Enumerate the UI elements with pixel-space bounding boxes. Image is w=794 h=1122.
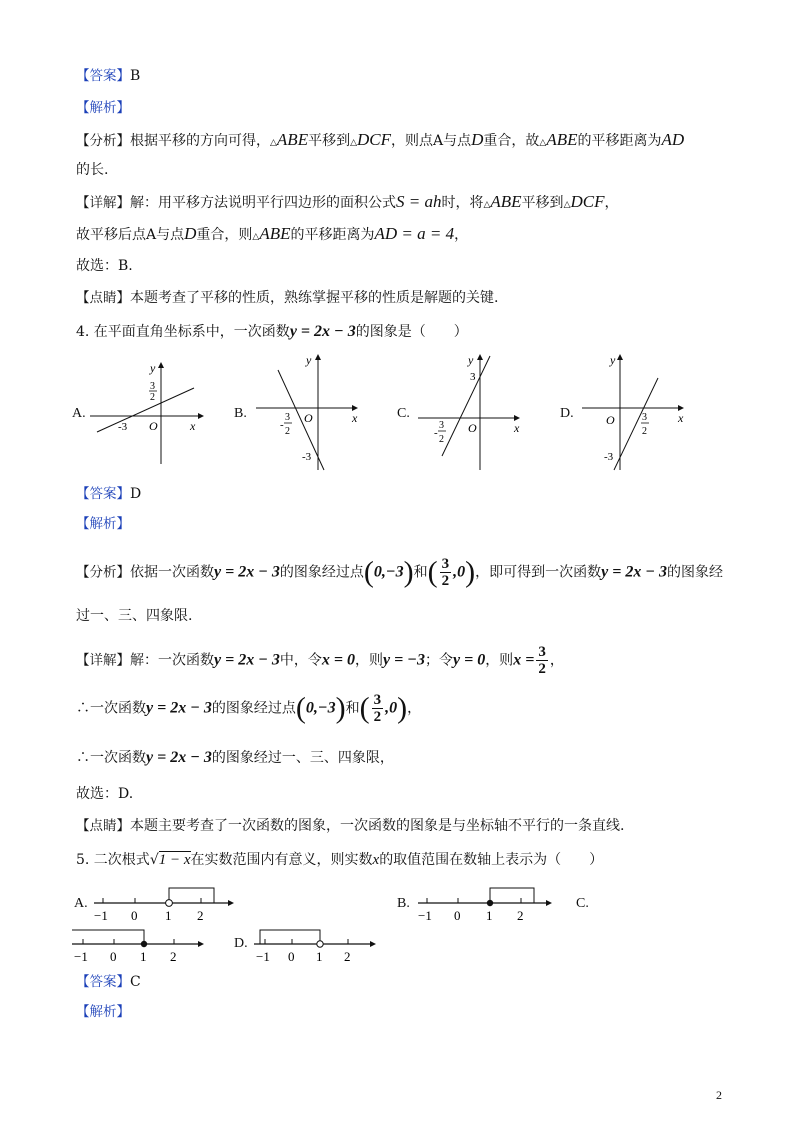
q5-option-b-numberline[interactable] (414, 884, 559, 924)
q4-xiangjie-line (76, 644, 564, 677)
tick-label: 1 (316, 949, 323, 964)
paren-left: ( (359, 691, 370, 725)
neg-sign: - (280, 419, 284, 431)
math-point2-tail: ,0 (385, 699, 398, 717)
text: 在实数范围内有意义，则实数 (190, 852, 373, 868)
text: 和 (345, 700, 360, 717)
origin-label: O (468, 421, 477, 435)
y-arrow-icon (158, 362, 164, 368)
text: ，则点A与点 (391, 133, 472, 149)
analysis-tag: 【解析】 (76, 516, 130, 532)
frac-den: 2 (642, 426, 647, 437)
tick-label: 2 (344, 949, 351, 964)
frac-den: 2 (439, 434, 444, 445)
text: 的长. (76, 162, 109, 178)
arrow-icon (228, 900, 234, 906)
fraction-3-2 (536, 644, 548, 677)
q5-option-b-label[interactable]: B. (397, 896, 410, 911)
text: 时，将 (441, 195, 484, 211)
fraction-3-2 (440, 556, 452, 589)
frac-den: 2 (538, 661, 546, 677)
x-label: x (678, 411, 684, 425)
text: ；令 (424, 652, 453, 669)
paren-right: ) (335, 691, 346, 725)
q4-option-d-graph[interactable] (578, 352, 694, 474)
math-y0: y = 0 (452, 651, 486, 669)
text: 中，令 (279, 652, 322, 669)
math-dcf: DCF (570, 192, 605, 211)
y-arrow-icon (617, 354, 623, 360)
q4-stem (76, 322, 468, 342)
neg-sign: - (434, 427, 438, 439)
origin-label: O (606, 413, 615, 427)
tick-label: 1 (165, 908, 172, 923)
frac-num: 3 (439, 420, 444, 431)
sqrt-icon: √ (149, 852, 159, 868)
tick-y-label: 3 (470, 371, 476, 383)
arrow-icon (198, 941, 204, 947)
frac-den: 2 (150, 392, 155, 403)
analysis-tag: 【解析】 (76, 1004, 130, 1020)
text: 本题考查了平移的性质，熟练掌握平移的性质是解题的关键. (130, 290, 499, 306)
paren-left: ( (363, 555, 374, 589)
arrow-icon (370, 941, 376, 947)
q4-choose-line (76, 784, 133, 804)
x-arrow-icon (198, 413, 204, 419)
math-func: y = 2x − 3 (146, 699, 212, 717)
text: 的取值范围在数轴上表示为（ ） (379, 852, 604, 868)
text: 故选：D. (76, 786, 134, 802)
math-func: y = 2x − 3 (214, 651, 280, 669)
math-abe: ABE (259, 224, 291, 243)
triangle-icon: △ (270, 138, 277, 148)
text: 解：用平移方法说明平行四边形的面积公式 (130, 195, 396, 211)
frac-den: 2 (373, 709, 382, 725)
text: 的图象经过一、三、四象限， (211, 750, 394, 766)
q4-fenxi-line (76, 556, 723, 589)
triangle-icon: △ (483, 200, 491, 210)
tick-label: 0 (110, 949, 117, 964)
tick-label: 0 (288, 949, 295, 964)
tick-y-label: -3 (604, 451, 614, 463)
q3-xiangjie-line2 (76, 224, 468, 247)
text: 的平移距离为 (290, 227, 375, 243)
origin-label: O (304, 411, 313, 425)
frac-num: 3 (441, 556, 450, 572)
frac-num: 3 (373, 692, 382, 708)
graph-line (614, 378, 658, 470)
answer-value: C (130, 974, 141, 990)
math-abe: ABE (546, 130, 578, 149)
triangle-icon: △ (563, 200, 571, 210)
frac-num: 3 (150, 381, 155, 392)
tick-y-label: -3 (302, 451, 312, 463)
q4-option-c-graph[interactable] (414, 352, 534, 474)
math-x0: x = 0 (321, 651, 356, 669)
math-func: y = 2x − 3 (289, 323, 356, 340)
tick-label: −1 (418, 908, 432, 923)
q3-choose-line (76, 256, 133, 276)
dianjing-tag: 【点睛】 (76, 290, 130, 306)
triangle-icon: △ (350, 138, 357, 148)
text: 一次函数 (90, 750, 146, 766)
closed-point (487, 900, 493, 906)
text: 的图象是（ ） (355, 324, 468, 340)
q4-option-a-label[interactable]: A. (72, 406, 86, 421)
frac-num: 3 (285, 412, 290, 423)
math-abe: ABE (490, 192, 522, 211)
math-point2-tail: ,0 (453, 563, 466, 581)
q3-fenxi-line (76, 130, 684, 153)
tick-label: 0 (131, 908, 138, 923)
text: 重合，故 (483, 133, 540, 149)
therefore-symbol: ∴ (76, 700, 90, 717)
tick-label: 2 (197, 908, 204, 923)
y-label: y (306, 353, 312, 367)
text: 根据平移的方向可得， (130, 133, 270, 149)
y-arrow-icon (315, 354, 321, 360)
math-radicand: 1 − x (158, 852, 191, 868)
tick-x-label: -3 (118, 421, 128, 433)
q5-option-d-label[interactable]: D. (234, 936, 248, 951)
text: ， (549, 652, 564, 669)
q4-dianjing-line (76, 816, 624, 836)
text: 本题主要考查了一次函数的图象，一次函数的图象是与坐标轴不平行的一条直线. (130, 818, 625, 834)
math-abe: ABE (276, 130, 309, 149)
xiangjie-tag: 【详解】 (76, 652, 130, 669)
y-arrow-icon (477, 354, 483, 360)
text: 重合，则 (196, 227, 253, 243)
math-func: y = 2x − 3 (214, 563, 280, 581)
tick-label: 0 (454, 908, 461, 923)
q5-option-c-numberline[interactable] (70, 926, 210, 966)
answer-value: D (130, 486, 142, 502)
q5-stem (76, 850, 603, 870)
tick-label: −1 (94, 908, 108, 923)
text: ， (454, 227, 469, 243)
text: 解：一次函数 (130, 652, 214, 669)
therefore-symbol: ∴ (76, 750, 90, 766)
q3-dianjing-line (76, 288, 498, 308)
frac-num: 3 (642, 412, 647, 423)
closed-point (141, 941, 147, 947)
y-label: y (150, 361, 156, 375)
x-label: x (352, 411, 358, 425)
y-label: y (468, 353, 474, 367)
x-label: x (514, 421, 520, 435)
text: 平移到 (521, 195, 564, 211)
tick-label: 1 (140, 949, 147, 964)
text: 的图象经过点 (279, 564, 364, 581)
paren-left: ( (295, 691, 306, 725)
y-label: y (610, 353, 616, 367)
math-d: D (184, 224, 197, 243)
math-x: x (372, 852, 380, 868)
q4-option-c-label[interactable]: C. (397, 406, 410, 421)
math-s-ah: S = ah (396, 192, 442, 211)
text: 的平移距离为 (577, 133, 662, 149)
dianjing-tag: 【点睛】 (76, 818, 130, 834)
tick-label: 1 (486, 908, 493, 923)
q5-option-a-numberline[interactable] (90, 884, 240, 924)
q5-analysis-line (76, 1002, 130, 1022)
frac-num: 3 (538, 644, 546, 660)
range-bracket (260, 930, 320, 944)
x-label: x (190, 419, 196, 433)
q3-analysis-line (76, 98, 130, 118)
page-number: 2 (716, 1088, 722, 1102)
text: 5. 二次根式 (76, 852, 150, 868)
answer-value: B (130, 68, 141, 84)
frac-den: 2 (285, 426, 290, 437)
text: ，则 (485, 652, 514, 669)
math-ad-eq: AD = a = 4 (374, 224, 455, 243)
text: 平移到 (308, 133, 351, 149)
q4-therefore-line1 (76, 692, 421, 725)
text: 一次函数 (90, 700, 146, 717)
q4-fenxi-line2 (76, 606, 192, 626)
tick-label: 2 (517, 908, 524, 923)
range-bracket (169, 888, 214, 903)
q4-therefore-line2 (76, 748, 394, 768)
open-point (317, 941, 323, 947)
answer-tag: 【答案】 (76, 68, 130, 84)
text: 4. 在平面直角坐标系中，一次函数 (76, 324, 290, 340)
text: ，则 (355, 652, 384, 669)
q4-option-b-label[interactable]: B. (234, 406, 247, 421)
q4-option-a-graph[interactable] (90, 360, 210, 470)
paren-left: ( (427, 555, 438, 589)
fenxi-tag: 【分析】 (76, 133, 130, 149)
math-d: D (471, 130, 484, 149)
xiangjie-tag: 【详解】 (76, 195, 130, 211)
math-x-eq: x = (513, 651, 535, 669)
paren-right: ) (403, 555, 414, 589)
open-point (166, 900, 173, 907)
text: 故平移后点A与点 (76, 227, 185, 243)
text: ， (604, 195, 619, 211)
math-point1: 0,−3 (373, 563, 404, 581)
math-point1: 0,−3 (305, 699, 336, 717)
q3-xiangjie-line (76, 192, 618, 215)
arrow-icon (546, 900, 552, 906)
text: 依据一次函数 (130, 564, 214, 581)
math-func: y = 2x − 3 (601, 563, 668, 581)
tick-label: −1 (74, 949, 88, 964)
q5-option-d-numberline[interactable] (252, 926, 382, 966)
paren-right: ) (465, 555, 476, 589)
triangle-icon: △ (252, 232, 260, 242)
fenxi-tag: 【分析】 (76, 564, 130, 581)
q5-option-c-label[interactable]: C. (576, 896, 589, 911)
triangle-icon: △ (539, 138, 547, 148)
math-dcf: DCF (357, 130, 391, 149)
q4-answer-line (76, 484, 141, 504)
math-ad: AD (661, 130, 685, 149)
graph-line (97, 388, 194, 432)
text: ，即可得到一次函数 (475, 564, 602, 581)
tick-label: 2 (170, 949, 177, 964)
frac-den: 2 (441, 573, 450, 589)
math-y-m3: y = −3 (383, 651, 425, 669)
answer-tag: 【答案】 (76, 974, 130, 990)
q5-answer-line (76, 972, 141, 992)
text: 过一、三、四象限. (76, 608, 193, 624)
text: ， (407, 700, 422, 717)
q3-answer-line (76, 66, 140, 86)
q4-option-b-graph[interactable] (252, 352, 372, 474)
q3-fenxi-line2 (76, 160, 108, 180)
origin-label: O (149, 419, 158, 433)
analysis-tag: 【解析】 (76, 100, 130, 116)
q5-option-a-label[interactable]: A. (74, 896, 88, 911)
tick-label: −1 (256, 949, 270, 964)
q4-analysis-line (76, 514, 130, 534)
range-bracket (490, 888, 534, 903)
q4-option-d-label[interactable]: D. (560, 406, 574, 421)
text: 故选：B. (76, 258, 133, 274)
math-func: y = 2x − 3 (146, 749, 212, 766)
text: 的图象经过点 (211, 700, 296, 717)
text: 和 (413, 564, 428, 581)
paren-right: ) (397, 691, 408, 725)
answer-tag: 【答案】 (76, 486, 130, 502)
text: 的图象经 (667, 564, 724, 581)
fraction-3-2 (372, 692, 384, 725)
graph-line (442, 356, 490, 456)
